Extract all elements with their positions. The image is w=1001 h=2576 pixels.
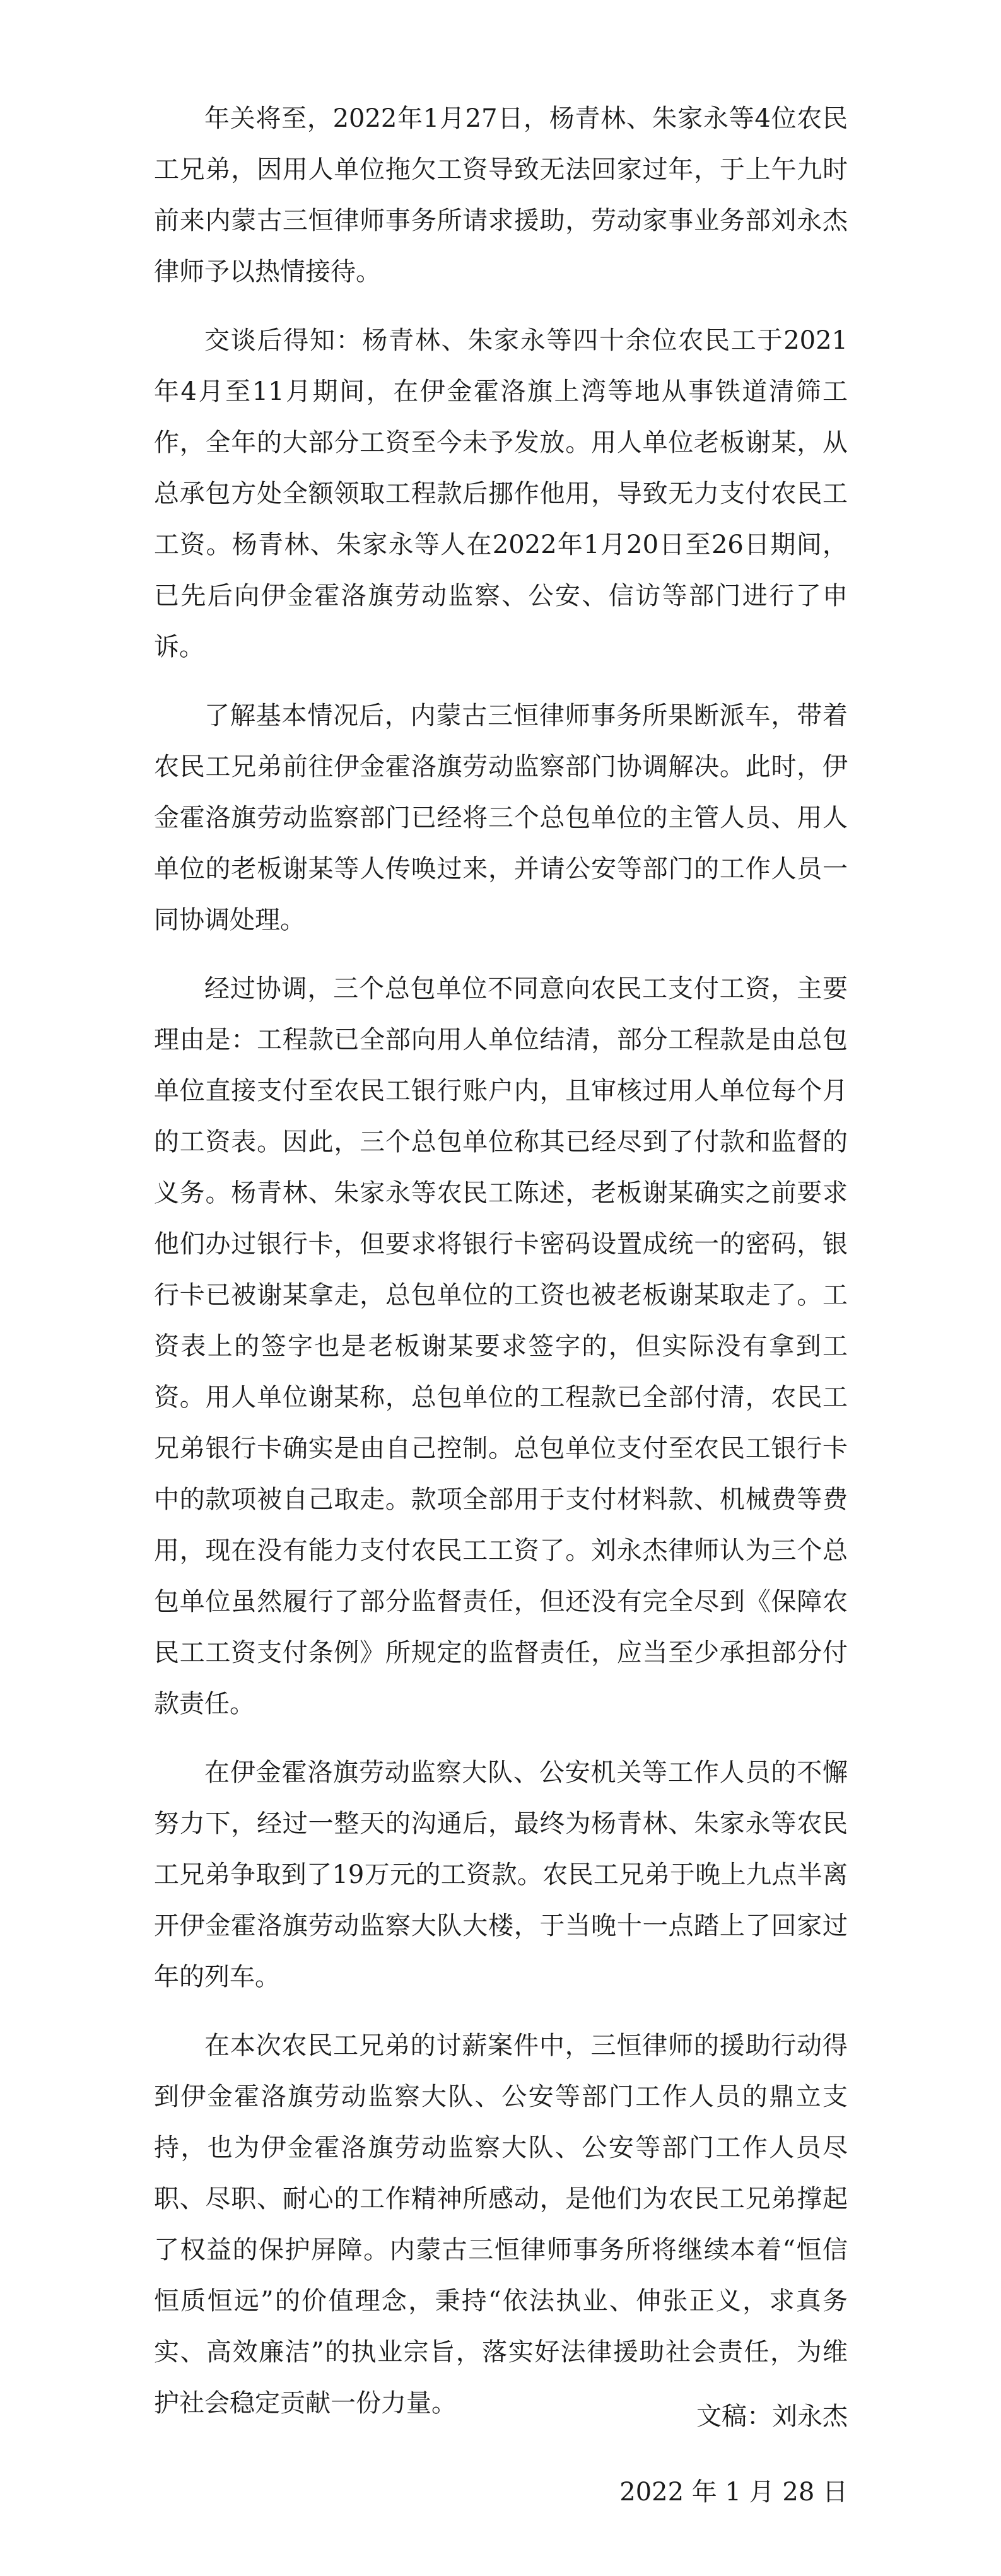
paragraph-4: 经过协调，三个总包单位不同意向农民工支付工资，主要理由是：工程款已全部向用人单位结清，部分工程款是由总包单位直接支付至农民工银行账户内，且审核过用人单位每个月的工资表。因此，三个总包单位称其已经尽到了付款和监督的义务。杨青林、朱家永等农民工陈述，老板谢某确实之前要求他们办过银行卡，但要求将银行卡密码设置成统一的密码，银行卡已被谢某拿走，总包单位的工资也被老板谢某取走了。工资表上的签字也是老板谢某要求签字的，但实际没有拿到工资。用人单位谢某称，总包单位的工程款已全部付清，农民工兄弟银行卡确实是由自己控制。总包单位支付至农民工银行卡中的款项被自己取走。款项全部用于支付材料款、机械费等费用，现在没有能力支付农民工工资了。刘永杰律师认为三个总包单位虽然履行了部分监督责任，但还没有完全尽到《保障农民工工资支付条例》所规定的监督责任，应当至少承担部分付款责任。	[154, 974, 848, 1718]
paragraph-1: 年关将至，2022年1月27日，杨青林、朱家永等4位农民工兄弟，因用人单位拖欠工资导致无法回家过年，于上午九时前来内蒙古三恒律师事务所请求援助，劳动家事业务部刘永杰律师予以热情接待。	[154, 104, 848, 286]
paragraph-2: 交谈后得知：杨青林、朱家永等四十余位农民工于2021年4月至11月期间，在伊金霍洛旗上湾等地从事铁道清筛工作，全年的大部分工资至今未予发放。用人单位老板谢某，从总承包方处全额领取工程款后挪作他用，导致无力支付农民工工资。杨青林、朱家永等人在2022年1月20日至26日期间，已先后向伊金霍洛旗劳动监察、公安、信访等部门进行了申诉。	[154, 326, 848, 661]
author-signature: 文稿：刘永杰	[696, 2402, 848, 2431]
paragraph-5: 在伊金霍洛旗劳动监察大队、公安机关等工作人员的不懈努力下，经过一整天的沟通后，最终为杨青林、朱家永等农民工兄弟争取到了19万元的工资款。农民工兄弟于晚上九点半离开伊金霍洛旗劳动监察大队大楼，于当晚十一点踏上了回家过年的列车。	[154, 1758, 848, 1991]
paragraph-6: 在本次农民工兄弟的讨薪案件中，三恒律师的援助行动得到伊金霍洛旗劳动监察大队、公安等部门工作人员的鼎立支持，也为伊金霍洛旗劳动监察大队、公安等部门工作人员尽职、尽职、耐心的工作精神所感动，是他们为农民工兄弟撑起了权益的保护屏障。内蒙古三恒律师事务所将继续本着“恒信恒质恒远”的价值理念，秉持“依法执业、伸张正义，求真务实、高效廉洁”的执业宗旨，落实好法律援助社会责任，为维护社会稳定贡献一份力量。	[154, 2031, 848, 2418]
paragraph-3: 了解基本情况后，内蒙古三恒律师事务所果断派车，带着农民工兄弟前往伊金霍洛旗劳动监察部门协调解决。此时，伊金霍洛旗劳动监察部门已经将三个总包单位的主管人员、用人单位的老板谢某等人传唤过来，并请公安等部门的工作人员一同协调处理。	[154, 701, 848, 935]
article-body	[154, 93, 848, 2447]
publication-date: 2022 年 1 月 28 日	[619, 2478, 848, 2507]
